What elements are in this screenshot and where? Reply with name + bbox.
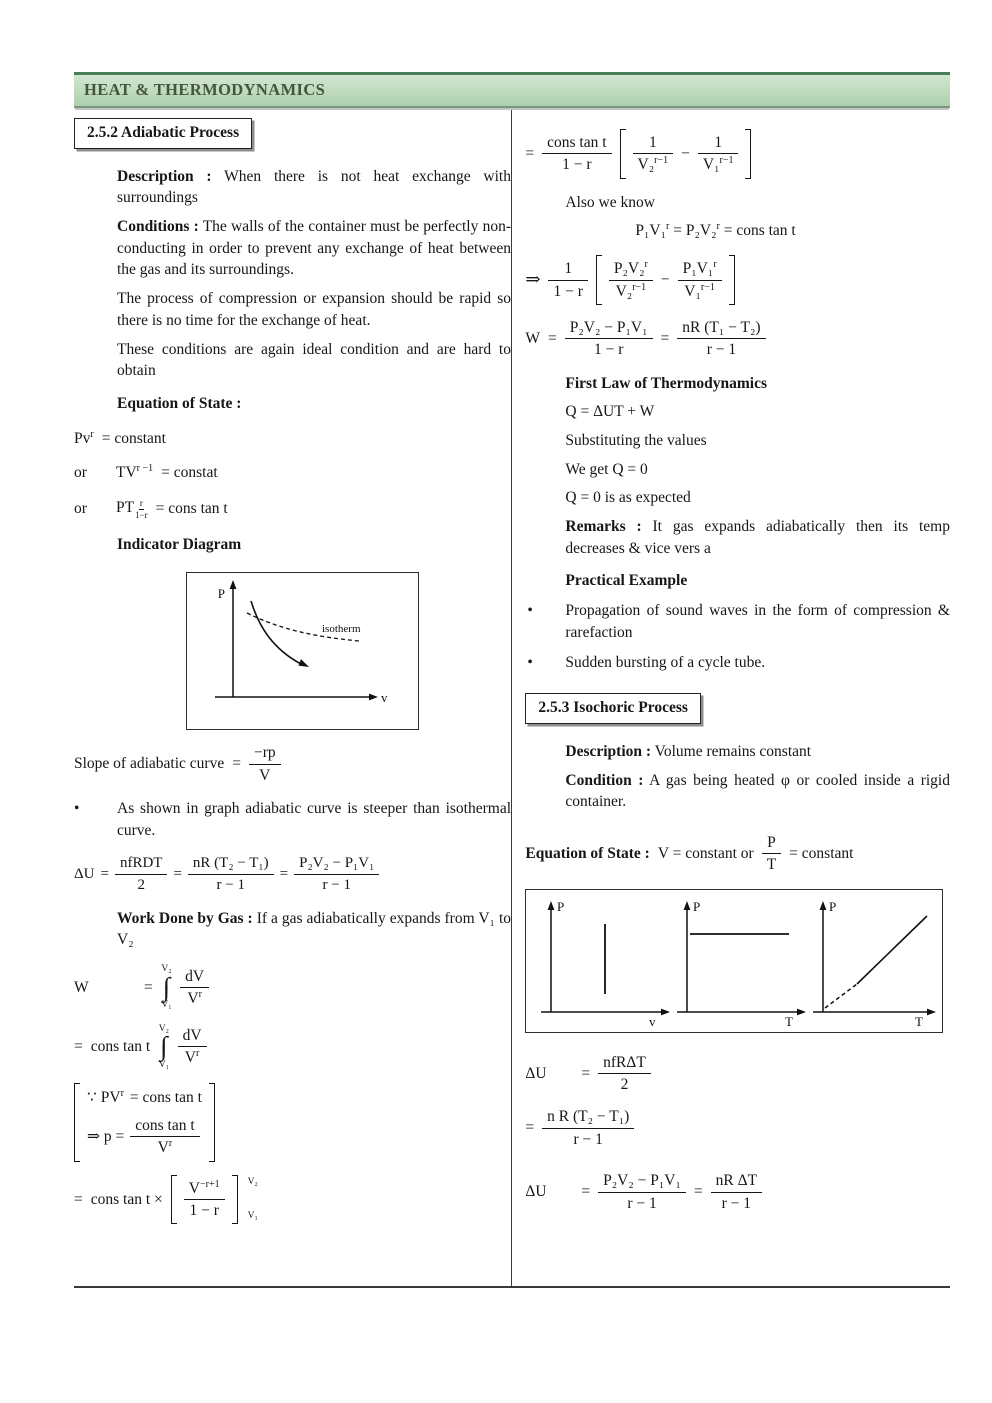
du3-f2-num: nR ΔT: [711, 1171, 762, 1192]
also-we-know: Also we know: [565, 193, 655, 211]
r2-frac2: [609, 259, 653, 301]
r1-bracket: [620, 129, 752, 179]
du3-f1-num: P₂V₂ − P₁V₁: [598, 1171, 686, 1192]
eq-pt-exp-num: r: [139, 498, 144, 510]
isochoric-description-label: Description :: [565, 742, 652, 760]
graph-2-p-t: [677, 899, 806, 1029]
w3-line1-rhs: = cons tan t: [129, 1089, 202, 1107]
pv-constant-line: [635, 220, 950, 242]
substituting-text: Substituting the values: [565, 432, 707, 449]
right-bracket: [232, 1175, 238, 1225]
w-final-row: [525, 318, 950, 360]
du1-den: 2: [620, 1076, 629, 1094]
evaluation-bracket: [171, 1175, 238, 1225]
w2-den-exp: r: [195, 1048, 200, 1060]
g3-p-label: P: [829, 898, 837, 914]
du-f1-den: 2: [137, 877, 145, 893]
r2-minus: −: [660, 271, 670, 289]
wr-frac2: [677, 318, 765, 360]
r1-minus: −: [681, 145, 690, 163]
isochoric-condition-text: A gas being heated φ or cooled inside a rigid container.: [565, 771, 950, 811]
isochoric-graphs-box: [525, 889, 943, 1033]
work-result-row: [74, 1175, 511, 1225]
du2-equals: =: [525, 1119, 535, 1137]
eq-tv-exp: r −1: [136, 463, 154, 475]
g2-t-label: T: [785, 1013, 794, 1029]
w4-num-exp: −r+1: [199, 1178, 220, 1190]
equation-pv: [74, 428, 511, 450]
w1-fraction: [180, 967, 209, 1009]
work-integral-2: [74, 1024, 511, 1071]
slope-fraction: [249, 743, 281, 785]
v-axis: [215, 694, 378, 701]
isochoric-condition-label: Condition :: [565, 771, 644, 789]
pv-a-base: P₁V₁: [635, 222, 667, 240]
eq-pt-exponent-fraction: [135, 498, 148, 522]
du2-row: [525, 1107, 950, 1149]
w1-lhs: W: [74, 978, 89, 996]
bracket-lower-limit: V₁: [247, 1211, 258, 1222]
wr-f1-num: P₂V₂ − P₁V₁: [565, 318, 653, 339]
r1-f1-num: cons tan t: [542, 133, 611, 154]
du-f3-num: P₂V₂ − P₁V₁: [294, 854, 379, 875]
r2-f2-num-exp: r: [644, 258, 648, 270]
pv-term: [87, 1087, 124, 1109]
r1-f3-den-exp: r−1: [719, 155, 734, 167]
r1-frac2: [633, 133, 674, 175]
practical-example-heading: Practical Example: [565, 572, 688, 590]
bullet-sound-waves-text: Propagation of sound waves in the form of compression & rarefaction: [565, 602, 950, 641]
integral-2: [158, 1024, 169, 1071]
bracket-line-2: [87, 1116, 200, 1158]
r2-f2-num: [609, 259, 653, 280]
w2-num: dV: [178, 1026, 207, 1047]
du-lhs: ΔU: [74, 866, 95, 882]
para-ideal: These conditions are again ideal condition and are hard to obtain: [117, 340, 511, 380]
wr-lhs: W: [525, 329, 541, 347]
or-label-1: or: [74, 464, 87, 482]
r2-f3-num-base: P₁V₁: [682, 260, 714, 278]
du3-row: [525, 1171, 950, 1213]
du-f1-num: nfRDT: [115, 854, 168, 875]
we-get-text: We get Q = 0: [565, 460, 648, 478]
w3-line1-pre: ∵ PV: [87, 1089, 121, 1107]
du3-frac1: [598, 1171, 686, 1213]
r1-f3-num: 1: [698, 133, 739, 154]
pv-a-exp: r: [666, 221, 670, 233]
slope-text: Slope of adiabatic curve: [74, 755, 225, 773]
w4-fraction: [184, 1179, 225, 1221]
eq-pv-exp: r: [90, 428, 94, 440]
r1-frac1: [542, 133, 611, 175]
or-label-2: or: [74, 500, 87, 518]
isochoric-eos-row: [525, 833, 950, 875]
bullet-marker: •: [527, 653, 533, 671]
section-title-isochoric: 2.5.3 Isochoric Process: [538, 699, 688, 717]
eq-pt-exp-den: 1−r: [135, 510, 148, 521]
adiabatic-curve-arrowhead: [298, 659, 309, 667]
integral-1: [161, 964, 172, 1011]
w2-pre: cons tan t: [90, 1038, 151, 1056]
integral-2-upper: V₂: [158, 1023, 169, 1034]
r1-frac3: [698, 133, 739, 175]
content-columns: [74, 110, 950, 1286]
page-header: [74, 72, 950, 108]
expected-text: Q = 0 is as expected: [565, 489, 691, 507]
eq-pt-rhs: = cons tan t: [155, 500, 228, 518]
bracket-upper-limit: V₂: [247, 1176, 258, 1187]
pv-b-base: = P₂V₂: [673, 222, 717, 240]
r1-f2-den: [633, 154, 674, 174]
g3-t-label: T: [915, 1013, 924, 1029]
p-axis: [230, 580, 237, 697]
p-axis-arrowhead: [820, 901, 827, 910]
bullet-cycle-tube: [525, 652, 950, 674]
v-axis-arrowhead: [661, 1008, 670, 1015]
r1-f1-den: 1 − r: [562, 156, 592, 174]
w4-pre: cons tan t ×: [90, 1190, 163, 1208]
graph-1-p-v: [541, 899, 670, 1029]
du1-equals: =: [581, 1064, 591, 1082]
slope-den: V: [259, 766, 271, 784]
r2-frac3: [678, 259, 722, 301]
w1-den-exp: r: [198, 988, 202, 1000]
r2-frac1: [548, 259, 587, 301]
p-axis-arrowhead: [548, 901, 555, 910]
du3-frac2: [711, 1171, 762, 1213]
p-axis-arrowhead: [684, 901, 691, 910]
isotherm-label: isotherm: [322, 623, 361, 636]
w3-line1-exp: r: [120, 1088, 124, 1099]
delta-u-equation: [74, 854, 511, 895]
r2-f3-num: [678, 259, 722, 280]
integral-sign: ∫: [162, 971, 171, 1002]
bottom-rule: [74, 1286, 950, 1288]
bullet-steeper: [74, 798, 511, 841]
pv-rhs: = cons tan t: [723, 222, 796, 240]
adiabatic-curve: [251, 601, 301, 664]
bracket-line-1: [87, 1087, 202, 1109]
du-frac2: [188, 854, 274, 895]
eq-tv-term: [116, 462, 153, 484]
w2-den-base: V: [184, 1049, 196, 1067]
conditions-label: Conditions :: [117, 218, 199, 236]
isochoric-eos-label: Equation of State :: [525, 844, 650, 862]
eq-tv-rhs: = constat: [161, 464, 218, 482]
r2-f1-den: 1 − r: [553, 282, 583, 300]
right-bracket: [729, 255, 735, 305]
isochoric-description-para: [565, 741, 950, 763]
r2-f3-den-base: V₁: [684, 282, 701, 300]
implies-arrow: ⇒: [525, 269, 541, 290]
bullet-sound-waves: [525, 600, 950, 643]
w4-num: [184, 1179, 225, 1200]
conditions-para: [117, 216, 511, 281]
wr-f2-num: nR (T₁ − T₂): [677, 318, 765, 339]
proportional-line: [857, 916, 927, 984]
remarks-text: It gas expands adiabatically then its temp decreases & vice vers a: [565, 518, 950, 557]
bracket-content: [177, 1175, 232, 1225]
conditions-text: The walls of the container must be perfectly non-conducting in order to prevent any exchange of heat between the gas and its surroundings.: [117, 218, 511, 279]
g1-p-label: P: [557, 898, 565, 914]
bracket-content: [80, 1083, 209, 1161]
description-text: When there is not heat exchange with surroundings: [117, 167, 511, 207]
integral-2-lower: V₁: [158, 1059, 169, 1070]
work-done-label: Work Done by Gas :: [117, 909, 253, 927]
remarks-label: Remarks :: [565, 518, 642, 536]
isochoric-eos-post: = constant: [789, 844, 854, 862]
graph-3-p-t: [813, 899, 936, 1029]
t-axis-arrowhead: [797, 1008, 806, 1015]
bullet-cycle-tube-text: Sudden bursting of a cycle tube.: [565, 653, 766, 671]
v-axis-arrowhead: [369, 694, 378, 701]
result-fraction-row: [525, 129, 950, 179]
r2-f2-den-exp: r−1: [632, 281, 647, 293]
right-bracket: [745, 129, 751, 179]
indicator-diagram: [187, 573, 416, 729]
w3-fraction: [130, 1116, 199, 1158]
du-f2-den: r − 1: [216, 877, 246, 893]
implies-row: [525, 255, 950, 305]
du-eq1: =: [100, 866, 109, 882]
du-f2-num: nR (T₂ − T₁): [188, 854, 274, 875]
because-bracket: [74, 1083, 215, 1161]
eos-heading: Equation of State :: [117, 394, 242, 412]
r2-f1-num: 1: [548, 259, 587, 280]
du-f3-den: r − 1: [322, 877, 351, 893]
du2-fraction: [542, 1107, 634, 1149]
pv-b-exp: r: [716, 221, 720, 233]
du1-lhs: ΔU: [525, 1064, 547, 1082]
integral-1-upper: V₂: [161, 964, 172, 975]
r1-f3-den: [698, 154, 739, 174]
w3-line2-pre: ⇒ p =: [87, 1127, 125, 1145]
w2-den: [178, 1047, 207, 1067]
page-title: HEAT & THERMODYNAMICS: [84, 80, 326, 99]
g1-v-label: v: [649, 1013, 656, 1029]
work-integral-1: [74, 964, 511, 1011]
du3-lhs: ΔU: [525, 1183, 547, 1201]
bullet-steeper-text: As shown in graph adiabatic curve is steeper than isothermal curve.: [117, 799, 511, 839]
remarks-para: [565, 516, 950, 559]
eq-pv-base: Pv: [74, 429, 91, 447]
du-eq2: =: [173, 866, 182, 882]
wr-frac1: [565, 318, 653, 360]
r2-f2-den-base: V₂: [615, 282, 633, 300]
bracket-content: [602, 255, 729, 305]
section-title-adiabatic: 2.5.2 Adiabatic Process: [87, 124, 240, 141]
left-column: [74, 110, 511, 1286]
w4-equals: =: [74, 1190, 83, 1208]
section-box-adiabatic: [74, 118, 252, 149]
w3-den-exp: r: [168, 1138, 173, 1150]
para-rapid: The process of compression or expansion should be rapid so there is no time for the exchange of heat.: [117, 290, 511, 329]
equation-pt: [74, 497, 511, 522]
because-bracket-row: [74, 1083, 511, 1161]
r2-f2-den: [609, 281, 653, 301]
equation-tv: [74, 462, 511, 484]
w3-den: [130, 1137, 199, 1157]
r1-f2-den-exp: r−1: [654, 155, 669, 167]
r2-f3-num-exp: r: [713, 258, 717, 270]
w1-equals: =: [144, 978, 153, 996]
section-box-isochoric: [525, 693, 701, 724]
eq-pv-term: [74, 428, 94, 450]
r1-equals: =: [525, 145, 535, 163]
w3-den-base: V: [157, 1139, 169, 1157]
p-over-t-fraction: [762, 833, 781, 875]
w1-den: [180, 988, 209, 1008]
du3-f2-den: r − 1: [721, 1194, 752, 1212]
t-axis-arrowhead: [927, 1008, 936, 1015]
p-axis-arrowhead: [230, 580, 237, 589]
r1-f3-den-base: V₁: [702, 156, 720, 174]
r1-f2-den-base: V₂: [637, 156, 655, 174]
w4-num-base: V: [188, 1179, 200, 1197]
du1-fraction: [598, 1053, 651, 1095]
wr-f2-den: r − 1: [706, 341, 737, 359]
isochoric-eos-pre: V = constant or: [657, 844, 754, 862]
w1-num: dV: [180, 967, 209, 988]
work-done-text: If a gas adiabatically expands from V₁ to V₂: [117, 909, 512, 949]
w4-den: 1 − r: [189, 1201, 219, 1219]
slope-row: [74, 743, 511, 785]
w2-fraction: [178, 1026, 207, 1068]
slope-equals: =: [232, 755, 241, 773]
proportional-line-dashed: [825, 984, 857, 1008]
w2-equals: =: [74, 1038, 83, 1056]
eq-pv-rhs: = constant: [101, 429, 166, 447]
r2-bracket: [596, 255, 735, 305]
w1-den-base: V: [187, 989, 199, 1007]
r1-f2-num: 1: [633, 133, 674, 154]
bullet-marker: •: [527, 602, 533, 620]
r2-f3-den: [678, 281, 722, 301]
p-over-t-den: T: [766, 856, 777, 874]
du2-den: r − 1: [573, 1130, 603, 1148]
du1-row: [525, 1053, 950, 1095]
right-column: [512, 110, 950, 1286]
v-axis-label: v: [381, 690, 388, 706]
r2-f3-den-exp: r−1: [700, 281, 715, 293]
r2-f2-num-base: P₂V₂: [613, 260, 645, 278]
isochoric-description-text: Volume remains constant: [654, 742, 812, 760]
first-law-heading: First Law of Thermodynamics: [565, 374, 768, 392]
slope-num: −rp: [249, 743, 281, 764]
du3-f1-den: r − 1: [627, 1194, 657, 1212]
du-eq3: =: [279, 866, 289, 882]
isochoric-graphs: [527, 892, 939, 1030]
du3-equals-2: =: [693, 1183, 703, 1201]
work-done-para: [117, 908, 511, 951]
pv-term-b: [673, 222, 720, 239]
indicator-diagram-box: [186, 572, 419, 730]
eq-pt-term: [116, 497, 148, 522]
integral-sign: ∫: [160, 1031, 168, 1062]
p-axis-label: P: [217, 586, 225, 602]
wr-eq2: =: [660, 329, 670, 347]
description-para: [117, 166, 511, 209]
bracket-content: [626, 129, 746, 179]
du-frac3: [294, 854, 379, 895]
du-frac1: [115, 854, 168, 895]
wr-eq1: =: [548, 329, 557, 347]
du1-num: nfRΔT: [598, 1053, 651, 1074]
w3-num: cons tan t: [130, 1116, 199, 1137]
bracket-limits: [248, 1175, 258, 1225]
isochoric-condition-para: [565, 770, 950, 813]
du2-num: n R (T₂ − T₁): [542, 1107, 634, 1128]
p-over-t-num: P: [762, 833, 781, 854]
description-label: Description :: [117, 167, 212, 185]
first-law-equation: Q = ΔUT + W: [565, 403, 655, 421]
integral-1-lower: V₁: [161, 1000, 172, 1011]
eq-pt-base: PT: [116, 498, 135, 516]
right-bracket: [209, 1083, 215, 1161]
g2-p-label: P: [693, 898, 701, 914]
eq-tv-base: TV: [116, 464, 137, 482]
indicator-heading: Indicator Diagram: [117, 536, 242, 554]
pv-term-a: [635, 222, 669, 239]
du3-equals: =: [581, 1183, 591, 1201]
bullet-marker: •: [74, 799, 80, 817]
wr-f1-den: 1 − r: [593, 341, 624, 359]
